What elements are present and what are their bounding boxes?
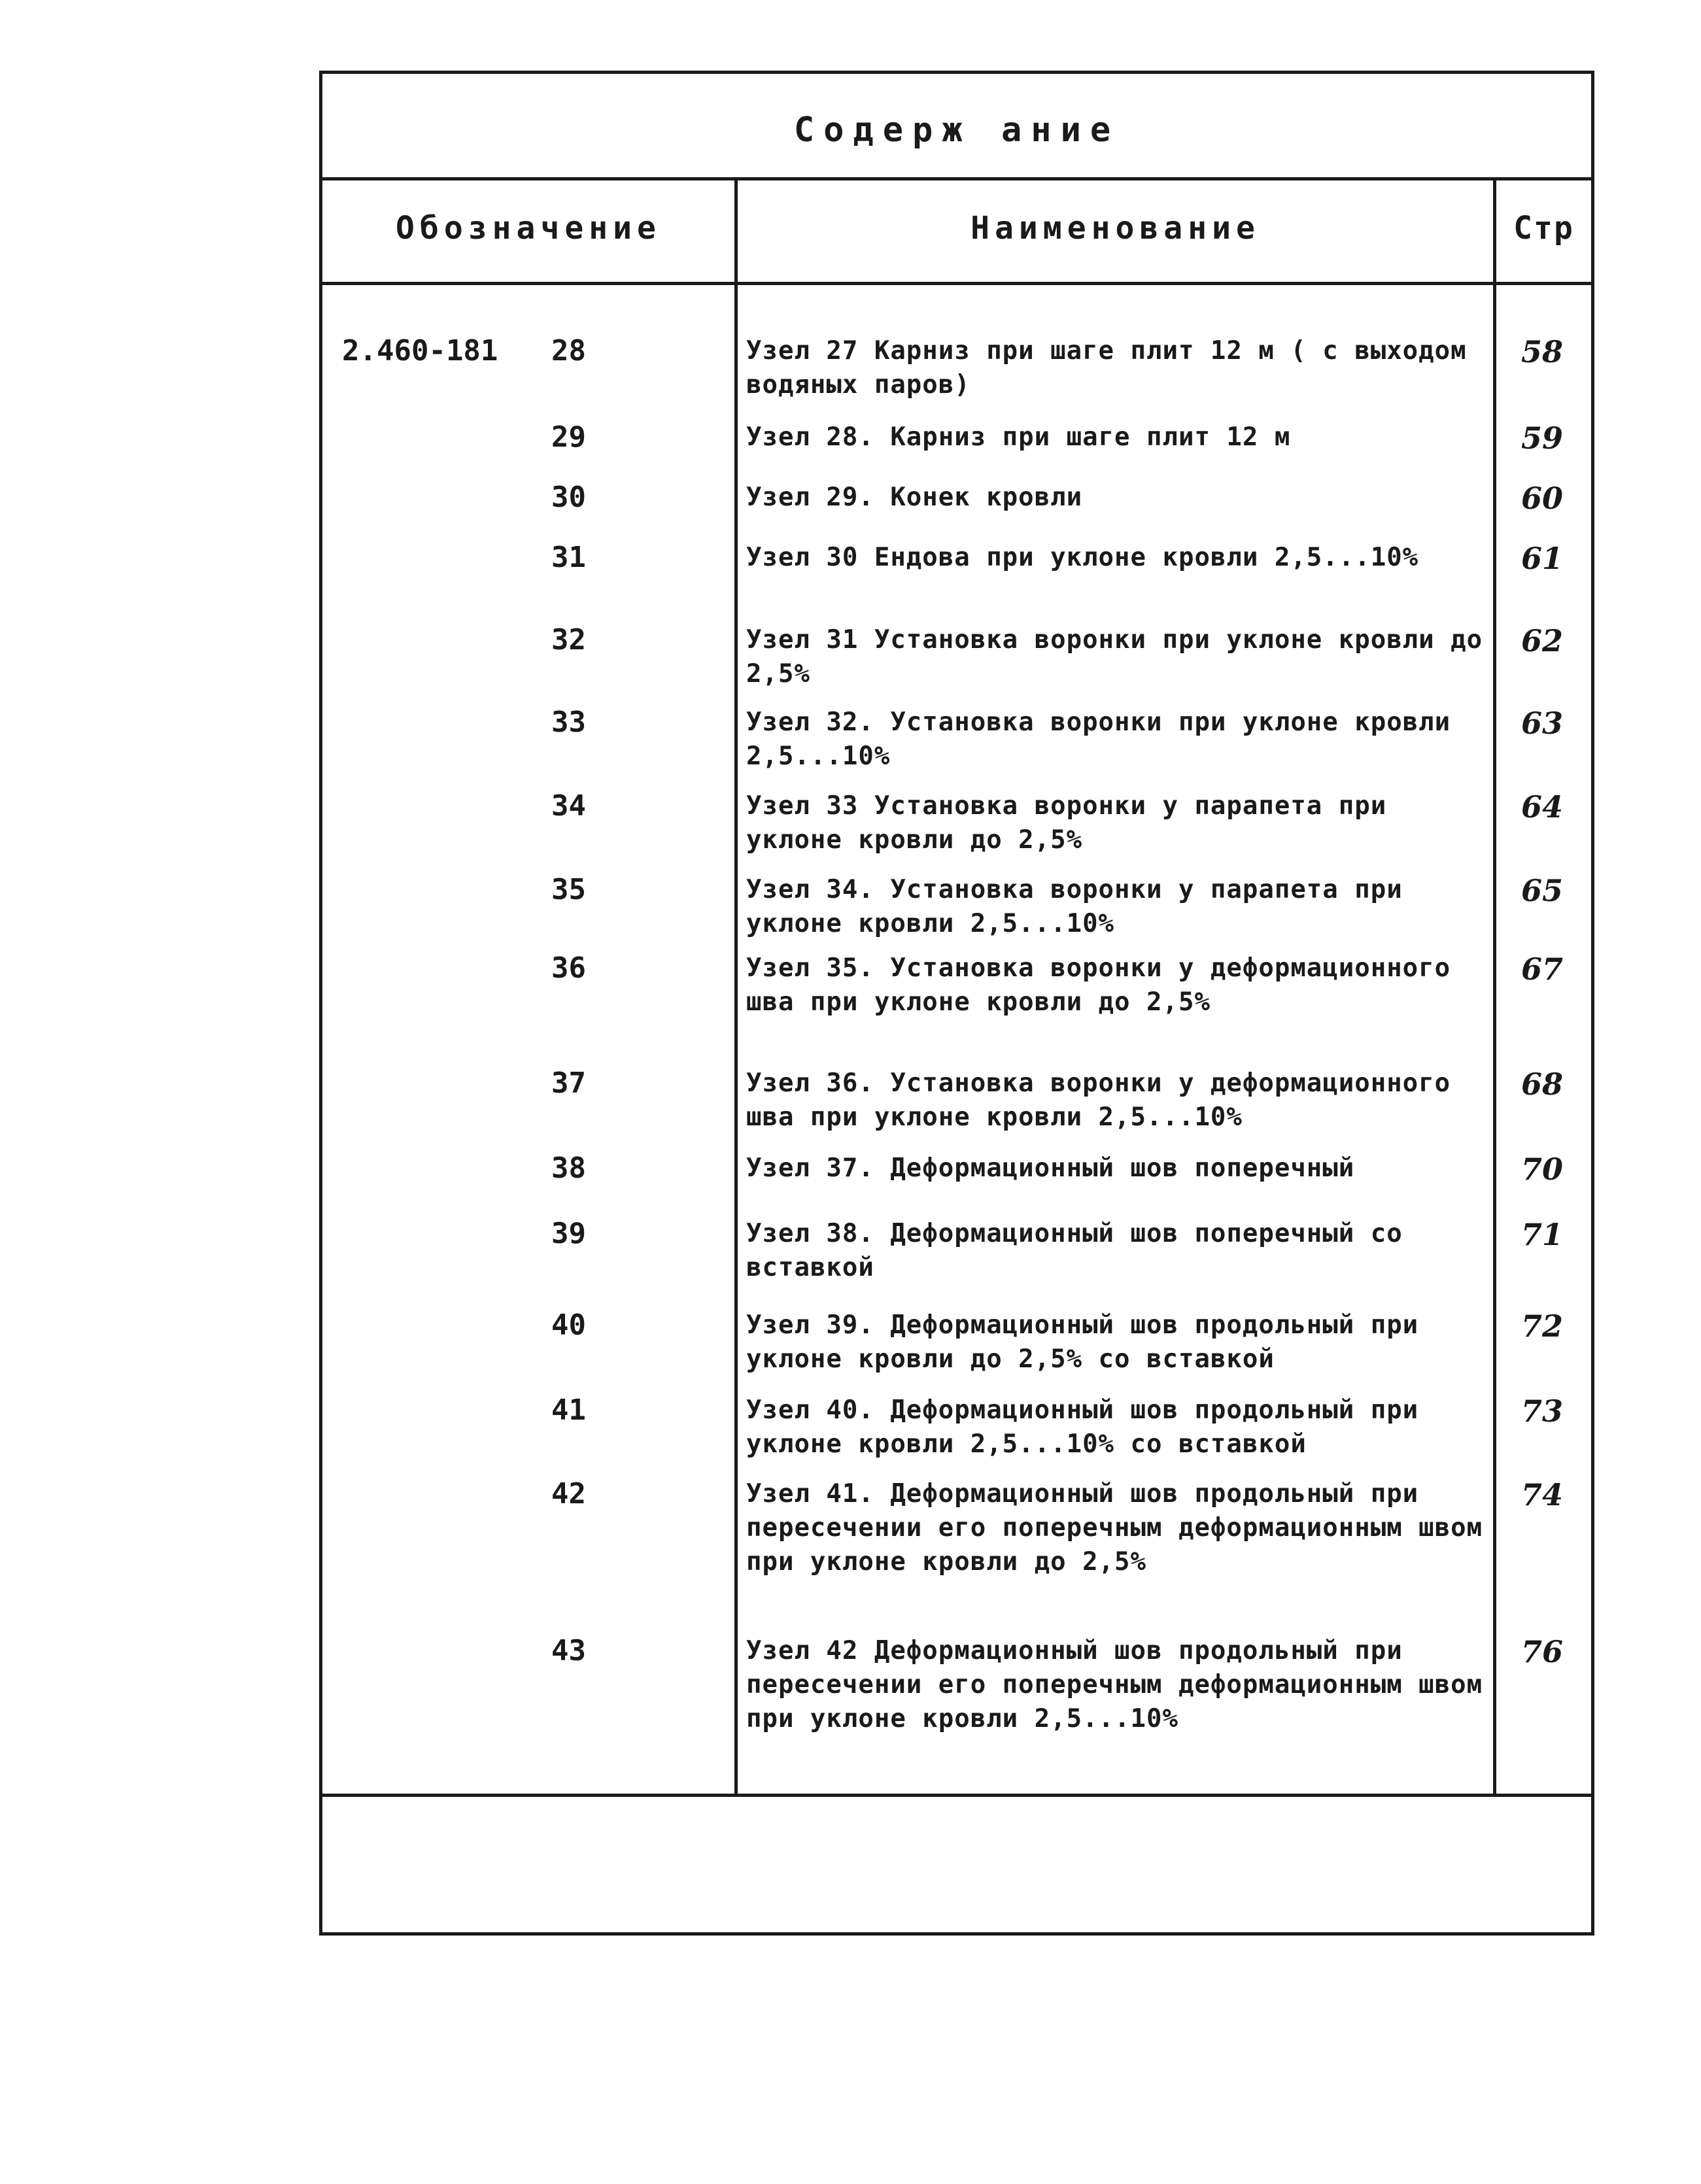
row-page: 74 (1521, 1477, 1563, 1512)
row-number: 35 (551, 873, 586, 906)
row-name: Узел 34. Установка воронки у парапета при уклоне кровли 2,5...10% (746, 875, 1403, 938)
document-code: 2.460-181 (342, 334, 498, 367)
row-name: Узел 38. Деформационный шов поперечный со вставкой (746, 1219, 1403, 1282)
row-page: 63 (1521, 706, 1563, 741)
row-page: 73 (1521, 1393, 1563, 1429)
row-number: 41 (551, 1393, 586, 1427)
row-page: 59 (1521, 420, 1563, 456)
row-name: Узел 41. Деформационный шов продольный при пересечении его поперечным деформационным швом при уклоне кровли до 2,5% (746, 1479, 1483, 1577)
row-name: Узел 32. Установка воронки при уклоне кровли 2,5...10% (746, 708, 1451, 771)
row-name: Узел 36. Установка воронки у деформационного шва при уклоне кровли 2,5...10% (746, 1068, 1451, 1132)
row-number: 36 (551, 951, 586, 985)
row-page: 68 (1521, 1066, 1563, 1102)
body-bottom-divider (322, 1794, 1591, 1797)
row-page: 60 (1521, 481, 1563, 516)
table-frame (319, 71, 1594, 1936)
row-number: 40 (551, 1308, 586, 1342)
row-number: 33 (551, 706, 586, 739)
row-number: 38 (551, 1152, 586, 1185)
row-number: 31 (551, 541, 586, 574)
row-page: 67 (1521, 951, 1563, 987)
row-page: 70 (1521, 1152, 1563, 1187)
row-number: 37 (551, 1066, 586, 1100)
row-number: 28 (551, 334, 586, 367)
row-name: Узел 29. Конек кровли (746, 483, 1083, 512)
name-page-divider (1493, 177, 1496, 1794)
row-page: 64 (1521, 789, 1563, 825)
row-name: Узел 31 Установка воронки при уклоне кровли до 2,5% (746, 625, 1483, 689)
row-name: Узел 37. Деформационный шов поперечный (746, 1153, 1355, 1183)
row-number: 32 (551, 623, 586, 657)
row-number: 42 (551, 1477, 586, 1510)
column-header-designation: Обозначение (396, 210, 661, 247)
designation-name-divider (734, 177, 738, 1794)
title-divider (322, 177, 1591, 180)
row-number: 43 (551, 1634, 586, 1667)
row-page: 61 (1521, 541, 1563, 576)
row-name: Узел 39. Деформационный шов продольный при уклоне кровли до 2,5% со вставкой (746, 1310, 1419, 1374)
row-page: 72 (1521, 1308, 1563, 1344)
row-number: 30 (551, 481, 586, 514)
row-page: 62 (1521, 623, 1563, 658)
row-name: Узел 28. Карниз при шаге плит 12 м (746, 422, 1291, 452)
column-header-page: Стр (1513, 210, 1574, 247)
row-page: 65 (1521, 873, 1563, 908)
row-name: Узел 30 Ендова при уклоне кровли 2,5...10% (746, 543, 1419, 572)
row-number: 34 (551, 789, 586, 823)
row-name: Узел 33 Установка воронки у парапета при уклоне кровли до 2,5% (746, 791, 1387, 855)
row-page: 71 (1521, 1217, 1563, 1252)
page-title: Содерж ание (793, 111, 1120, 150)
row-number: 29 (551, 420, 586, 454)
header-divider (322, 282, 1591, 285)
row-name: Узел 40. Деформационный шов продольный при уклоне кровли 2,5...10% со вставкой (746, 1395, 1419, 1459)
row-number: 39 (551, 1217, 586, 1250)
row-page: 76 (1521, 1634, 1563, 1669)
row-page: 58 (1521, 334, 1563, 369)
column-header-name: Наименование (971, 210, 1260, 247)
row-name: Узел 42 Деформационный шов продольный при пересечении его поперечным деформационным швом при уклоне кровли 2,5...10% (746, 1636, 1483, 1733)
row-name: Узел 35. Установка воронки у деформационного шва при уклоне кровли до 2,5% (746, 953, 1451, 1017)
row-name: Узел 27 Карниз при шаге плит 12 м ( с выходом водяных паров) (746, 336, 1467, 400)
